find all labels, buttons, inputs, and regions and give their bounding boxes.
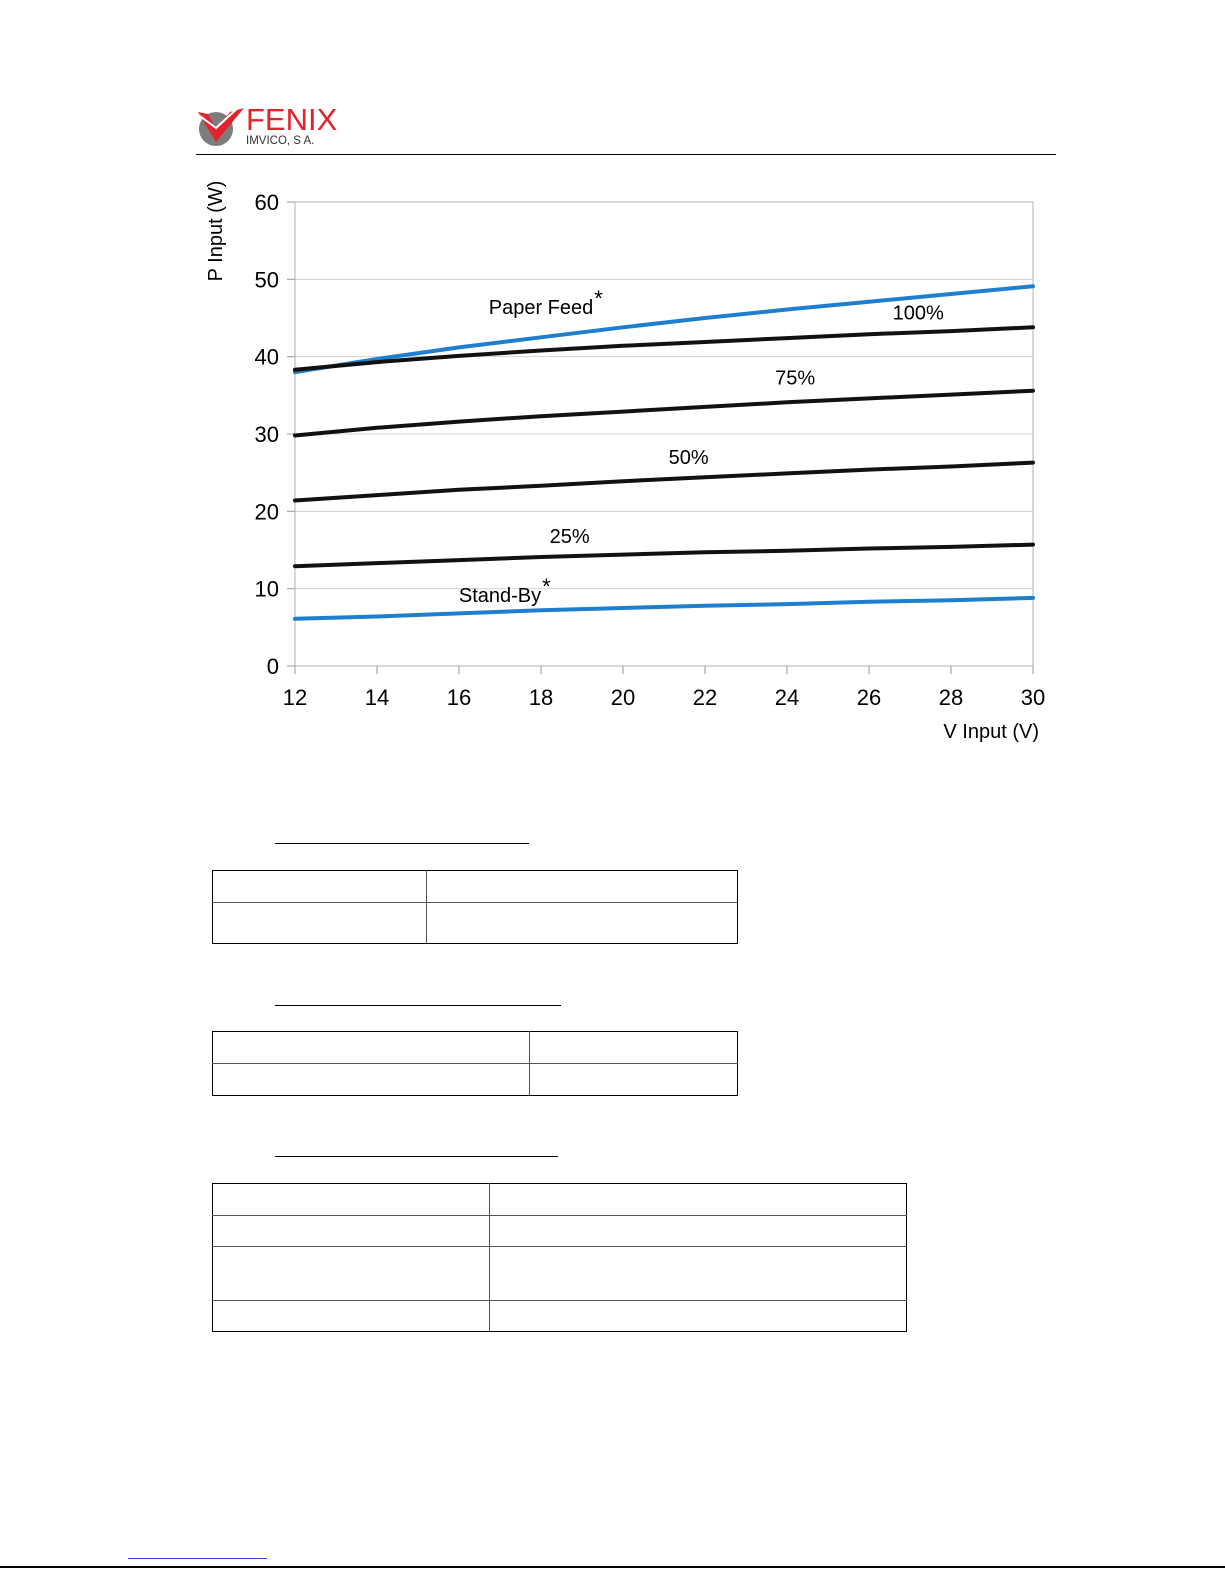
series-line-stand-by	[295, 598, 1033, 619]
x-tick-label: 24	[774, 685, 800, 710]
series-label-stand-by: Stand-By	[458, 584, 542, 607]
logo-subtitle: IMVICO, S A.	[246, 135, 315, 147]
series-label-50: 50%	[668, 447, 709, 470]
table-row	[213, 871, 738, 903]
table-cell	[213, 1216, 490, 1247]
table-cell	[213, 1247, 490, 1301]
y-tick-label: 40	[254, 344, 279, 370]
x-tick-label: 12	[282, 685, 308, 710]
footer-link-underline[interactable]	[128, 1558, 267, 1559]
y-tick-label: 0	[266, 654, 279, 679]
x-tick-label: 22	[692, 685, 718, 710]
series-label-25: 25%	[549, 526, 590, 549]
series-label-paper-feed: Paper Feed	[488, 297, 594, 320]
table-row	[213, 1064, 738, 1096]
y-tick-label: 50	[254, 267, 279, 293]
table-row	[213, 1301, 907, 1332]
table-cell	[427, 871, 738, 903]
series-label-asterisk: *	[594, 286, 603, 312]
table-cell	[213, 903, 427, 944]
x-tick-label: 20	[610, 685, 636, 710]
x-tick-label: 28	[938, 685, 964, 710]
power-vs-voltage-chart	[0, 0, 1225, 760]
table-cell	[490, 1301, 907, 1332]
footer-divider	[0, 1566, 1225, 1568]
series-line-100	[295, 327, 1033, 370]
table-row	[213, 1184, 907, 1216]
y-axis-label: P Input (W)	[205, 180, 227, 282]
table-cell	[213, 1184, 490, 1216]
x-tick-label: 16	[446, 685, 472, 710]
x-tick-label: 30	[1020, 685, 1046, 710]
table-row	[213, 1216, 907, 1247]
y-tick-label: 30	[254, 422, 279, 447]
x-tick-label: 14	[364, 685, 390, 710]
table-cell	[213, 1301, 490, 1332]
table-row	[213, 903, 738, 944]
section-heading-underline-2	[275, 1005, 561, 1006]
logo-wordmark: FENIX	[246, 102, 338, 137]
table-cell	[213, 1032, 530, 1064]
y-tick-label: 60	[254, 190, 279, 215]
series-line-75	[295, 391, 1033, 436]
table-cell	[213, 871, 427, 903]
section-heading-underline-3	[275, 1156, 558, 1157]
table-2	[212, 1031, 738, 1096]
table-cell	[490, 1184, 907, 1216]
y-tick-label: 10	[254, 576, 279, 602]
table-row	[213, 1247, 907, 1301]
table-cell	[530, 1064, 738, 1096]
table-1	[212, 870, 738, 944]
series-label-asterisk: *	[542, 573, 551, 599]
x-axis-label: V Input (V)	[943, 721, 1039, 743]
series-line-50	[295, 463, 1033, 501]
series-label-100: 100%	[892, 302, 944, 325]
table-cell	[213, 1064, 530, 1096]
table-cell	[490, 1247, 907, 1301]
y-tick-label: 20	[254, 499, 279, 525]
x-tick-label: 26	[856, 685, 882, 710]
table-cell	[530, 1032, 738, 1064]
table-3	[212, 1183, 907, 1332]
series-line-25	[295, 545, 1033, 567]
series-label-75: 75%	[775, 367, 816, 390]
section-heading-underline-1	[275, 843, 529, 844]
x-tick-label: 18	[528, 685, 554, 710]
table-cell	[490, 1216, 907, 1247]
table-cell	[427, 903, 738, 944]
table-row	[213, 1032, 738, 1064]
